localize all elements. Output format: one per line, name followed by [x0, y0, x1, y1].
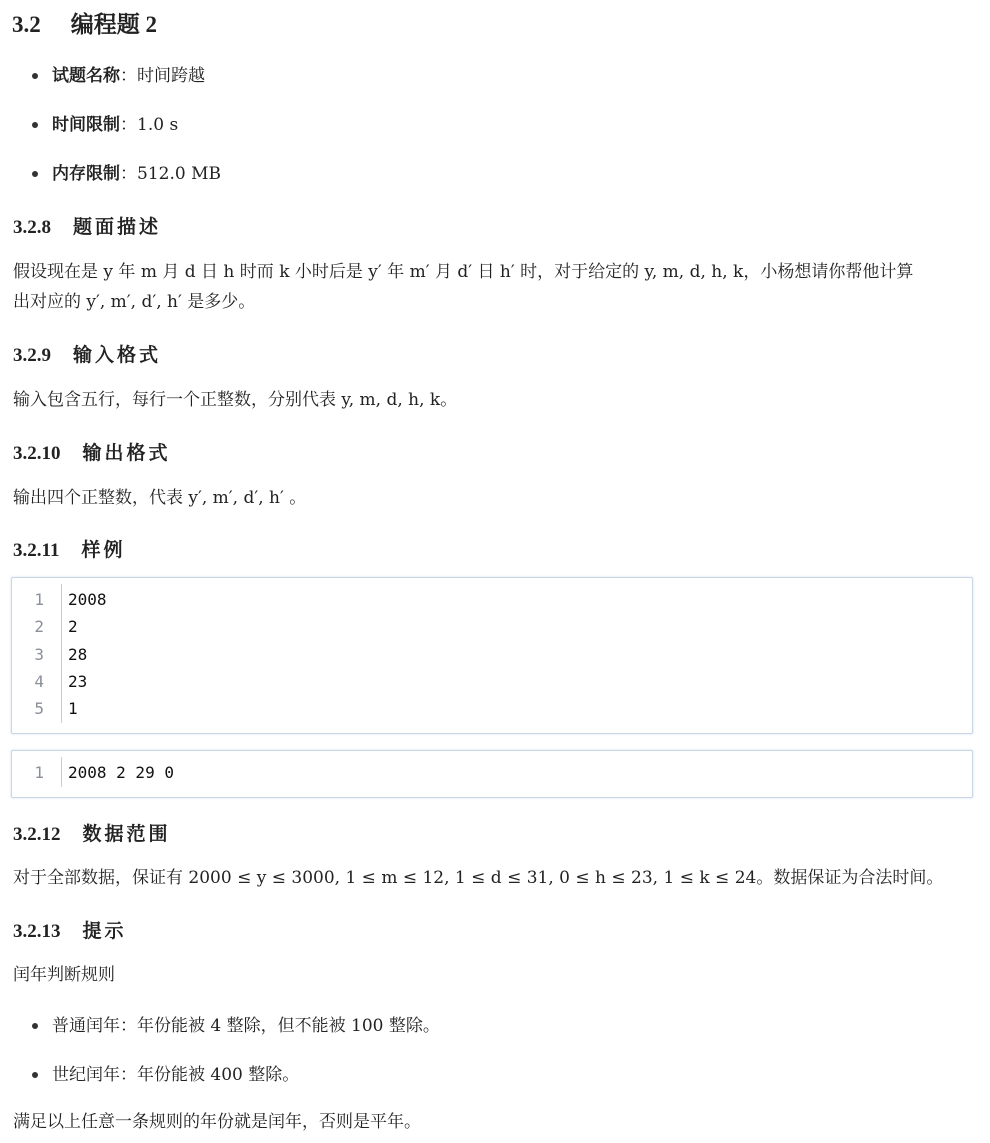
- hint-item-text: 世纪闰年：年份能被 400 整除。: [52, 1065, 300, 1085]
- section-title: 提示: [82, 921, 127, 942]
- hint-intro: 闰年判断规则: [13, 965, 115, 985]
- section-title: 题面描述: [73, 217, 162, 238]
- section-desc-heading: [13, 212, 161, 239]
- meta-value: 512.0 MB: [137, 164, 221, 184]
- section-number: 3.2.9: [13, 345, 51, 366]
- line-number: 3: [34, 644, 44, 664]
- heading-title: 编程题 2: [70, 12, 157, 37]
- meta-item-time: 时间限制：1.0 s: [32, 113, 178, 137]
- section-title: 样例: [81, 540, 126, 561]
- meta-label: 时间限制: [52, 115, 120, 135]
- meta-value: 1.0 s: [137, 115, 179, 135]
- line-number: 5: [34, 699, 44, 719]
- section-title: 输出格式: [82, 443, 171, 464]
- section-title: 数据范围: [82, 824, 171, 845]
- code-line: [12, 695, 972, 722]
- section-sample-heading: [13, 535, 125, 562]
- section-title: 输入格式: [73, 345, 162, 366]
- range-text: 对于全部数据，保证有 2000 ≤ y ≤ 3000, 1 ≤ m ≤ 12, 1 ≤ d ≤ 31, 0 ≤ h ≤ 23, 1 ≤ k ≤ 24。数据保证为合法时间。: [13, 868, 944, 888]
- line-number: 2: [34, 617, 44, 637]
- meta-label: 内存限制: [52, 164, 120, 184]
- hint-item: [32, 1014, 440, 1038]
- section-input-heading: [13, 340, 161, 367]
- code-line: [12, 668, 972, 695]
- line-number: 1: [34, 763, 44, 782]
- code-text: 1: [68, 699, 78, 719]
- hint-item-text: 普通闰年：年份能被 4 整除，但不能被 100 整除。: [52, 1016, 440, 1036]
- section-range-heading: [13, 819, 171, 846]
- input-text: 输入包含五行，每行一个正整数，分别代表 y, m, d, h, k。: [13, 390, 458, 410]
- hint-outro: 满足以上任意一条规则的年份就是闰年，否则是平年。: [13, 1112, 421, 1132]
- code-text: 2008: [68, 590, 107, 609]
- code-line: [12, 613, 972, 640]
- sample-input-code-block[interactable]: [11, 577, 973, 734]
- section-output-heading: [13, 438, 171, 465]
- meta-value: 时间跨越: [137, 66, 205, 86]
- hint-item: [32, 1063, 299, 1087]
- output-text: 输出四个正整数，代表 y′, m′, d′, h′ 。: [13, 488, 307, 508]
- sample-output-code-block[interactable]: [11, 750, 973, 798]
- meta-label: 试题名称: [52, 66, 120, 86]
- code-text: 2008 2 29 0: [68, 763, 174, 782]
- heading-number: 3.2: [12, 12, 41, 37]
- line-number: 1: [34, 590, 44, 609]
- desc-line-2: 出对应的 y′, m′, d′, h′ 是多少。: [13, 292, 256, 312]
- code-text: 28: [68, 644, 88, 664]
- code-text: 2: [68, 617, 78, 637]
- section-number: 3.2.8: [13, 217, 51, 238]
- meta-item-name: 试题名称：时间跨越: [32, 64, 205, 88]
- meta-item-memory: 内存限制：512.0 MB: [32, 162, 221, 186]
- problem-heading: [12, 6, 157, 39]
- section-number: 3.2.13: [13, 921, 61, 942]
- desc-line-1: 假设现在是 y 年 m 月 d 日 h 时而 k 小时后是 y′ 年 m′ 月 d′ 日 h′ 时，对于给定的 y, m, d, h, k，小杨想请你帮他计算: [13, 262, 914, 282]
- code-line: [12, 641, 972, 668]
- code-line: [12, 586, 972, 613]
- section-number: 3.2.12: [13, 824, 61, 845]
- code-text: 23: [68, 671, 88, 691]
- section-number: 3.2.11: [13, 540, 60, 561]
- line-number: 4: [34, 671, 44, 691]
- section-number: 3.2.10: [13, 443, 61, 464]
- section-hint-heading: [13, 916, 127, 943]
- code-line: [12, 759, 972, 786]
